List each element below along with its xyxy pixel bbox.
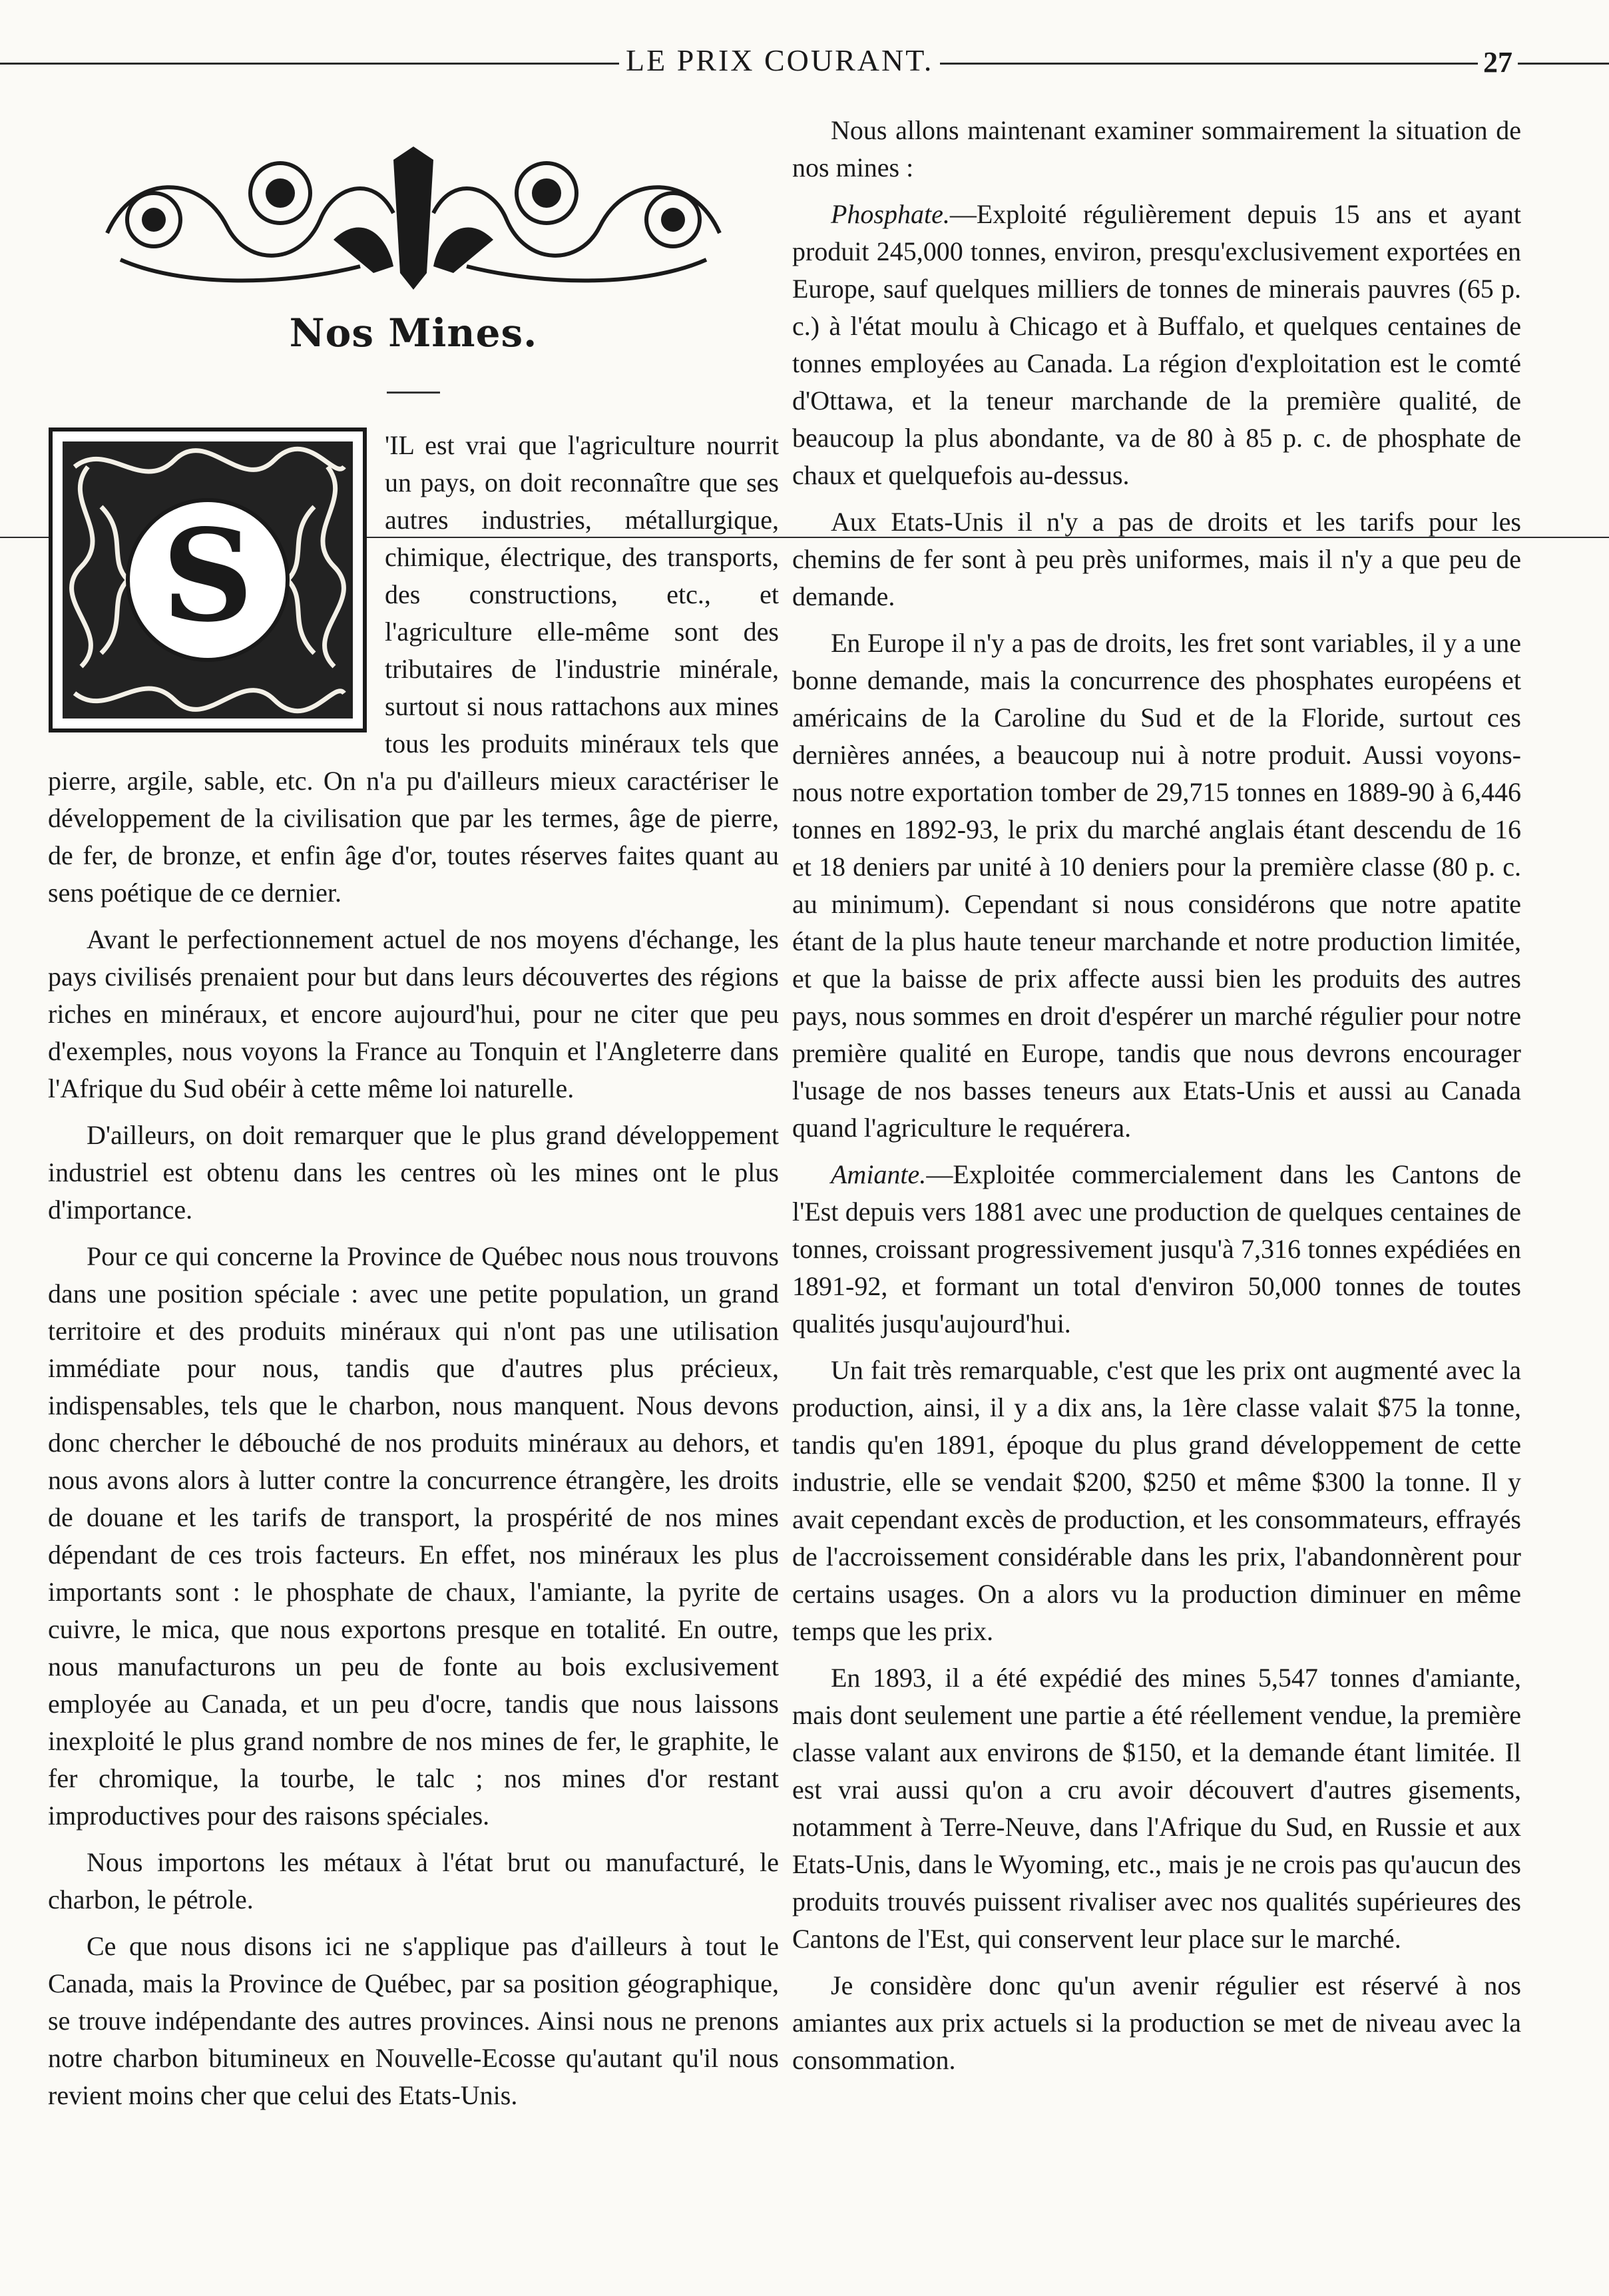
title-divider — [387, 392, 440, 394]
paragraph: Pour ce qui concerne la Province de Québec nous nous trouvons dans une position spéciale : avec une petite population, un grand territoire et des produits minéraux qui n'ont pas une utilisation immédiate pour nous, tandis que d'autres plus précieux, indispensables, tels que le charbon, nous manquent. Nous devons donc chercher le débouché de nos produits minéraux au dehors, et nous avons alors à lutter contre la concurrence étrangère, les droits de douane et les tarifs de transport, la prospérité de nos mines dépendant de ces trois facteurs. En effet, nos minéraux les plus importants sont : le phosphate de chaux, l'amiante, la pyrite de cuivre, le mica, que nous exportons presque en totalité. En outre, nous manufacturons un peu de fonte au bois exclusivement employée au Canada, et un peu d'ocre, tandis que nous laissons inexploité le plus grand nombre de nos mines de fer, le graphite, le fer chromique, la tourbe, le talc ; nos mines d'or restant improductives pour des raisons spéciales. — [48, 1241, 779, 1831]
amiante-paragraph — [792, 1156, 1521, 1342]
phosphate-paragraph — [792, 196, 1521, 494]
paragraph: Nous importons les métaux à l'état brut ou manufacturé, le charbon, le pétrole. — [48, 1847, 779, 1914]
page-number: 27 — [1478, 45, 1518, 79]
paragraph: En Europe il n'y a pas de droits, les fret sont variables, il y a une bonne demande, mais la concurrence des phosphates européens et américains de la Caroline du Sud et de la Floride, surtout ces dernières années, a beaucoup nui à notre produit. Aussi voyons-nous notre exportation tomber de 29,715 tonnes en 1889-90 à 6,446 tonnes en 1892-93, le prix du marché anglais étant descendu de 16 et 18 deniers par unité à 10 deniers pour la première classe (80 p. c. au minimum). Cependant si nous considérons que notre apatite étant de la plus haute teneur marchande et notre production limitée, et que la baisse de prix affecte aussi bien les produits des autres pays, nous sommes en droit d'espérer un marché régulier pour notre première qualité en Europe, tandis que nous devrons encourager l'usage de nos basses teneurs aux Etats-Unis et aussi au Canada quand l'agriculture le requérera. — [792, 628, 1521, 1143]
amiante-label: Amiante. — [831, 1159, 927, 1189]
phosphate-label: Phosphate. — [831, 199, 950, 229]
page-header — [0, 32, 1609, 85]
paragraph: Ce que nous disons ici ne s'applique pas d'ailleurs à tout le Canada, mais la Province de Québec, par sa position géographique, se trouve indépendante des autres provinces. Ainsi nous ne prenons notre charbon bitumineux en Nouvelle-Ecosse qu'autant qu'il nous revient moins cher que celui des Etats-Unis. — [48, 1931, 779, 2110]
left-column — [48, 107, 779, 2124]
amiante-text: —Exploitée commercialement dans les Cantons de l'Est depuis vers 1881 avec une production de quelques centaines de tonnes, croissant progressivement jusqu'à 7,316 tonnes expédiées en 1891-92, et formant un total d'environ 50,000 tonnes de toutes qualités jusqu'aujourd'hui. — [792, 1159, 1521, 1338]
paragraph: En 1893, il a été expédié des mines 5,547 tonnes d'amiante, mais dont seulement une partie a été réellement vendue, la première classe valant aux environs de $150, et la demande étant limitée. Il est vrai aussi qu'on a cru avoir découvert d'autres gisements, notamment à Terre-Neuve, dans l'Afrique du Sud, en Russie et aux Etats-Unis, dans le Wyoming, etc., mais je ne crois pas qu'aucun des produits trouvés puissent rivaliser avec nos qualités supérieures des Cantons de l'Est, qui conservent leur place sur le marché. — [792, 1663, 1521, 1954]
paragraph-intro: 'IL est vrai que l'agriculture nourrit un pays, on doit reconnaître que ses autres industries, métallurgique, chimique, électrique, des transports, des constructions, etc., et l'agriculture elle-même sont des tributaires de l'industrie minérale, surtout si nous rattachons aux mines tous les produits minéraux tels que pierre, argile, sable, etc. On n'a pu d'ailleurs mieux caractériser le développement de la civilisation que par les termes, âge de pierre, de fer, de bronze, et enfin âge d'or, toutes réserves faites quant au sens poétique de ce dernier. — [48, 430, 779, 908]
publication-title: LE PRIX COURANT. — [619, 43, 940, 78]
paragraph: Aux Etats-Unis il n'y a pas de droits et les tarifs pour les chemins de fer sont à peu près uniformes, mais il n'y a que peu de demande. — [792, 507, 1521, 611]
right-column — [792, 112, 1521, 2088]
paragraph: D'ailleurs, on doit remarquer que le plus grand développement industriel est obtenu dans les centres où les mines ont le plus d'importance. — [48, 1120, 779, 1225]
paragraph: Je considère donc qu'un avenir régulier est réservé à nos amiantes aux prix actuels si la production se met de niveau avec la consommation. — [792, 1970, 1521, 2075]
decorated-initial-s — [48, 427, 367, 733]
paragraph: Nous allons maintenant examiner sommairement la situation de nos mines : — [792, 115, 1521, 182]
phosphate-text: —Exploité régulièrement depuis 15 ans et ayant produit 245,000 tonnes, environ, presqu'exclusivement exportées en Europe, sauf quelques milliers de tonnes de minerais pauvres (65 p. c.) à l'état moulu à Chicago et à Buffalo, et quelques centaines de tonnes employées au Canada. La région d'exploitation est le comté d'Ottawa, et la teneur marchande de la première qualité, de beaucoup la plus abondante, va de 80 à 85 p. c. de phosphate de chaux et quelquefois au-dessus. — [792, 199, 1521, 490]
cherub-ornament — [81, 133, 746, 300]
article-title: Nos Mines. — [289, 310, 538, 356]
initial-letter: S — [162, 501, 254, 650]
paragraph: Un fait très remarquable, c'est que les prix ont augmenté avec la production, ainsi, il y a dix ans, la 1ère classe valait $75 la tonne, tandis qu'en 1891, époque du plus grand développement de cette industrie, elle se vendait $200, $250 et même $300 la tonne. Il y avait cependant excès de production, et les consommateurs, effrayés de l'accroissement considérable dans les prix, l'abandonnèrent pour certains usages. On a alors vu la production diminuer en même temps que les prix. — [792, 1355, 1521, 1646]
paragraph: Avant le perfectionnement actuel de nos moyens d'échange, les pays civilisés prenaient pour but dans leurs découvertes des régions riches en minéraux, et encore aujourd'hui, pour ne citer que peu d'exemples, nous voyons la France au Tonquin et l'Angleterre dans l'Afrique du Sud obéir à cette même loi naturelle. — [48, 924, 779, 1103]
